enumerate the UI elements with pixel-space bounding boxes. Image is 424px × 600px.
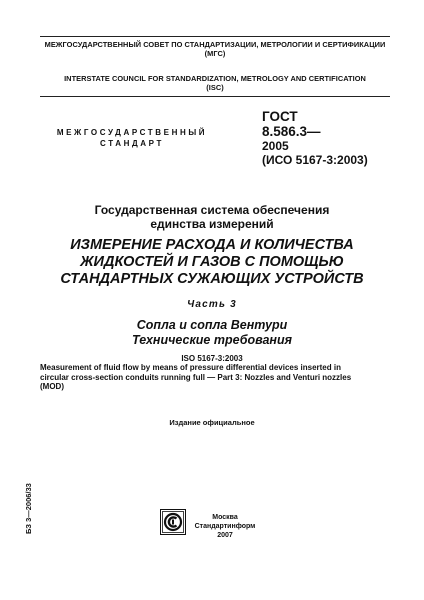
standard-type-line2: СТАНДАРТ [100,139,164,148]
council-name-ru: МЕЖГОСУДАРСТВЕННЫЙ СОВЕТ ПО СТАНДАРТИЗАЦИИ, МЕТРОЛОГИИ И СЕРТИФИКАЦИИ [44,40,386,49]
standard-type-line1: МЕЖГОСУДАРСТВЕННЫЙ [56,128,208,137]
part-subtitle-line2: Технические требования [132,333,292,347]
standard-type-label [52,127,212,149]
council-name-en: INTERSTATE COUNCIL FOR STANDARDIZATION, METROLOGY AND CERTIFICATION [64,74,366,83]
standartinform-logo-icon [160,509,186,535]
gost-label: ГОСТ [262,109,298,124]
main-title-line3: СТАНДАРТНЫХ СУЖАЮЩИХ УСТРОЙСТВ [60,271,364,287]
part-subtitle [30,318,394,348]
main-title [30,237,394,288]
gost-year: 2005 [262,139,289,153]
gost-designation [262,109,402,167]
system-title-line2: единства измерений [150,217,274,231]
iso-description-line1: Measurement of fluid flow by means of pressure differential devices inserted in [40,363,341,372]
part-subtitle-line1: Сопла и сопла Вентури [136,318,288,332]
main-title-line2: ЖИДКОСТЕЙ И ГАЗОВ С ПОМОЩЬЮ [80,254,344,270]
header-bottom-rule [40,96,390,97]
publisher-city: Москва [212,514,238,521]
council-abbr-ru: (МГС) [204,49,226,58]
publisher-year: 2007 [217,532,233,539]
gost-iso-equivalent: (ИСО 5167-3:2003) [262,153,368,167]
iso-description-line3: (MOD) [40,382,64,392]
main-title-line1: ИЗМЕРЕНИЕ РАСХОДА И КОЛИЧЕСТВА [70,237,354,253]
iso-description-line2: circular cross-section conduits running full — Part 3: Nozzles and Venturi nozzles [40,372,352,382]
system-title-line1: Государственная система обеспечения [94,203,330,217]
gost-number: 8.586.3— [262,124,321,139]
side-catalog-code: БЗ 3—2006/33 [24,483,33,534]
publisher-info [190,513,260,540]
header-top-rule [40,36,390,37]
iso-description [40,363,388,392]
part-number: Часть 3 [187,299,237,310]
official-edition-label: Издание официальное [169,418,255,427]
iso-reference: ISO 5167-3:2003 [181,354,243,363]
publisher-name: Стандартинформ [194,523,256,530]
system-title [30,203,394,231]
council-abbr-en: (ISC) [206,83,224,92]
